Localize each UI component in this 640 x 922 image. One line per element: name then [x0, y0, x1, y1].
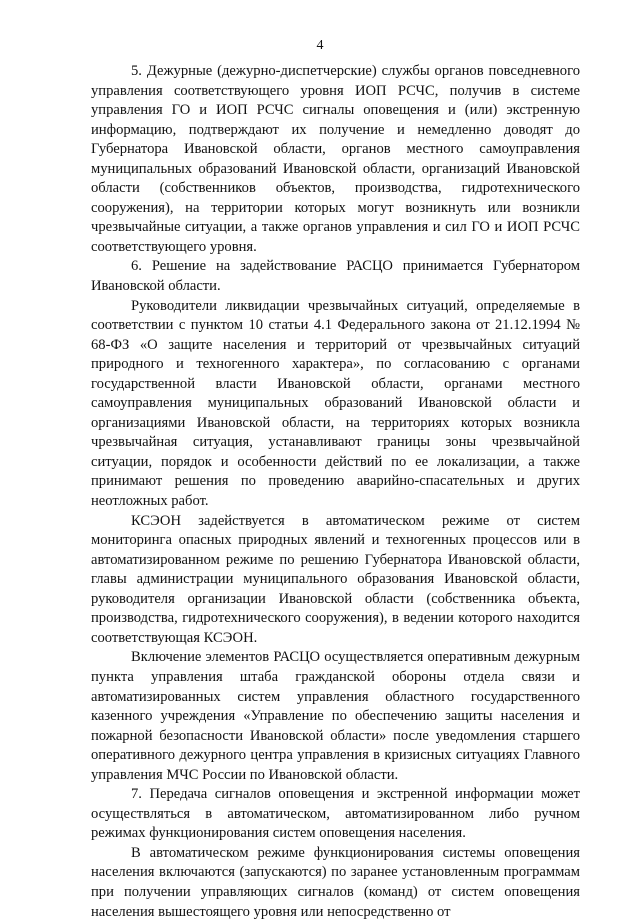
paragraph-7-signal-transmission: 7. Передача сигналов оповещения и экстренной информации может осуществляться в автоматическом, автоматизированном либо ручном режимах функционирования систем оповещения населения. — [91, 786, 580, 842]
paragraph-rasco-elements: Включение элементов РАСЦО осуществляется оперативным дежурным пункта управления штаба гражданской обороны отдела связи и автоматизированных систем управления областного государственного казенного учреждения «Управление по обеспечению защиты населения и пожарной безопасности Ивановской области» после уведомления старшего оперативного дежурного центра управления в кризисных ситуациях Главного управления МЧС России по Ивановской области. — [91, 649, 580, 783]
page-number: 4 — [316, 38, 324, 53]
paragraph-automatic-mode: В автоматическом режиме функционирования системы оповещения населения включаются (запускаются) по заранее установленным программам при получении управляющих сигналов (команд) от систем оповещения населения вышестоящего уровня или непосредственно от — [91, 844, 580, 920]
paragraph-ksaeon-activation: КСЭОН задействуется в автоматическом режиме от систем мониторинга опасных природных явлений и техногенных процессов или в автоматизированном режиме по решению Губернатора Ивановской области, главы администрации муниципального образования Ивановской области, руководителя организации Ивановской области (собственника объекта, производства, гидротехнического сооружения), в ведении которого находится соответствующая КСЭОН. — [91, 512, 580, 646]
paragraph-5-duty-services: 5. Дежурные (дежурно-диспетчерские) службы органов повседневного управления соответствующего уровня ИОП РСЧС, получив в системе управления ГО и ИОП РСЧС сигналы оповещения и (или) экстренную информацию, подтверждают их получение и немедленно доводят до Губернатора Ивановской области, органов местного самоуправления муниципальных образований Ивановской области, организаций Ивановской области (собственников объектов, производства, гидротехнического сооружения), на территории которых могут возникнуть или возникли чрезвычайные ситуации, а также органов управления и сил ГО и ИОП РСЧС соответствующего уровня. — [91, 63, 580, 255]
paragraph-6-rasco-decision: 6. Решение на задействование РАСЦО принимается Губернатором Ивановской области. — [91, 258, 580, 295]
document-body — [91, 62, 580, 922]
paragraph-emergency-leaders: Руководители ликвидации чрезвычайных ситуаций, определяемые в соответствии с пунктом 10 статьи 4.1 Федерального закона от 21.12.1994 № 68-ФЗ «О защите населения и территорий от чрезвычайных ситуаций природного и техногенного характера», по согласованию с органами государственной власти Ивановской области, органами местного самоуправления муниципальных образований Ивановской области и организациями Ивановской области, на территориях которых возникла чрезвычайная ситуация, устанавливают границы зоны чрезвычайной ситуации, порядок и особенности действий по ее локализации, а также принимают решения по проведению аварийно-спасательных и других неотложных работ. — [91, 297, 580, 510]
